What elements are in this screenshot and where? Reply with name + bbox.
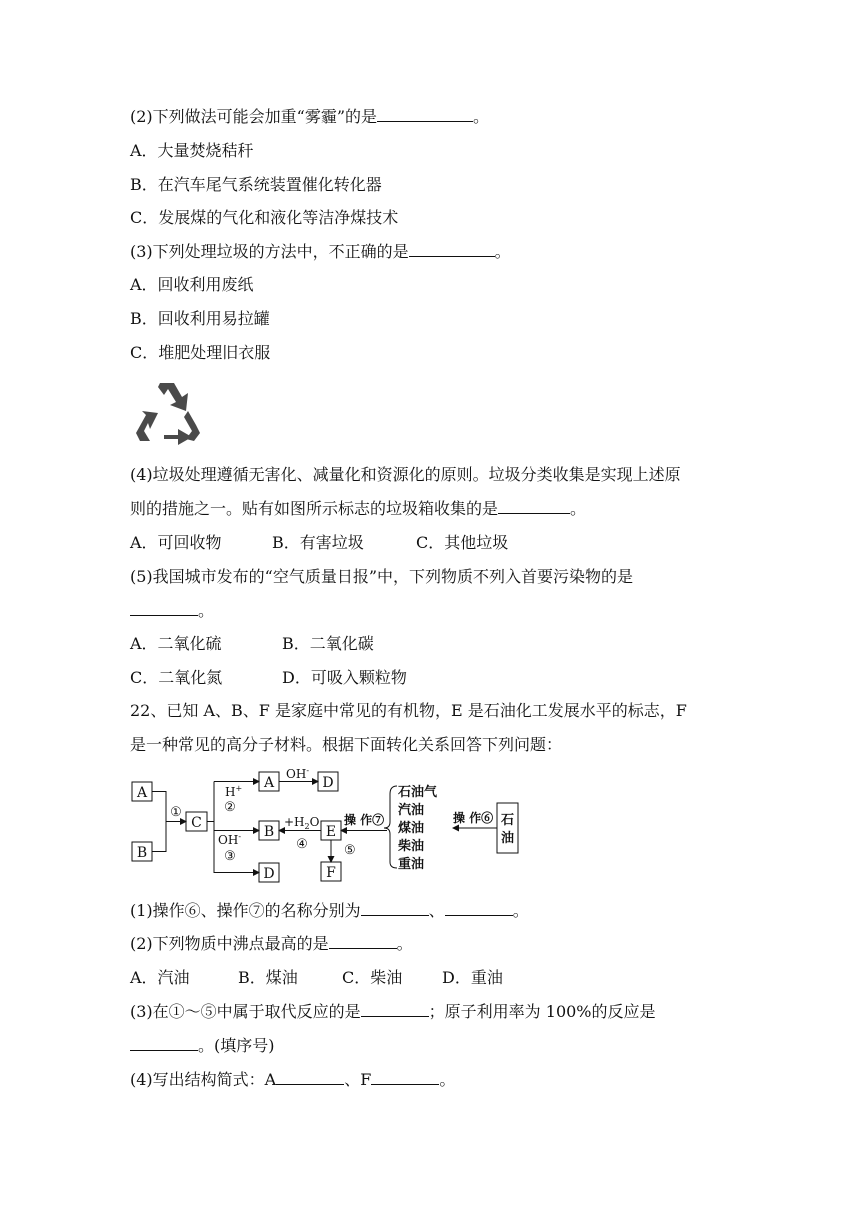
label-f: F	[326, 865, 336, 881]
q21-4-stem-line1: (4)垃圾处理遵循无害化、减量化和资源化的原则。垃圾分类收集是实现上述原	[130, 465, 681, 484]
q21-5-option-a: A．二氧化硫	[130, 634, 222, 653]
product-4: 重油	[398, 857, 425, 872]
product-2: 煤油	[398, 821, 425, 836]
label-d-bottom: D	[263, 866, 275, 882]
q21-5-options-row1	[130, 633, 374, 655]
q22-2-stem: (2)下列物质中沸点最高的是 。	[130, 934, 413, 953]
answer-blank[interactable]	[371, 1069, 439, 1085]
reagent-h2o: $+H_2O$	[284, 815, 320, 831]
q21-3-stem: (3)下列处理垃圾的方法中，不正确的是 。	[130, 242, 511, 261]
step-3: ③	[224, 849, 236, 864]
product-3: 柴油	[398, 839, 425, 854]
q22-2-option-d: D．重油	[442, 968, 503, 987]
q21-5-option-d: D．可吸入颗粒物	[282, 668, 407, 687]
q21-2-option-a: A．大量焚烧秸秆	[130, 141, 254, 160]
q22-2-option-b: B．煤油	[238, 968, 298, 987]
q21-4-options	[130, 532, 508, 554]
oil-char-2: 油	[500, 831, 515, 846]
oil-char-1: 石	[500, 813, 515, 828]
q21-4-option-b: B．有害垃圾	[272, 533, 364, 552]
step-5: ⑤	[344, 843, 356, 858]
label-b-left: B	[136, 845, 148, 861]
label-d-top: D	[322, 775, 334, 791]
q21-2-option-b: B．在汽车尾气系统装置催化转化器	[130, 175, 382, 194]
answer-blank[interactable]	[361, 1001, 429, 1017]
q21-2-stem: (2)下列做法可能会加重“雾霾”的是 。	[130, 107, 490, 126]
q21-3-option-b: B．回收利用易拉罐	[130, 309, 270, 328]
q22-intro-line1: 22、已知 A、B、F 是家庭中常见的有机物，E 是石油化工发展水平的标志，F	[130, 701, 687, 720]
label-b-right: B	[263, 824, 275, 840]
q21-4-stem-line2: 则的措施之一。贴有如图所示标志的垃圾箱收集的是 。	[130, 499, 587, 518]
q22-intro-line2: 是一种常见的高分子材料。根据下面转化关系回答下列问题：	[130, 735, 563, 754]
q21-4-option-c: C．其他垃圾	[416, 533, 509, 552]
answer-blank[interactable]	[130, 1035, 198, 1051]
q22-4-stem: (4)写出结构简式：A 、F 。	[130, 1070, 456, 1089]
q21-4-option-a: A．可回收物	[130, 533, 222, 552]
answer-blank[interactable]	[377, 106, 473, 122]
q21-2-option-c: C．发展煤的气化和液化等洁净煤技术	[130, 208, 399, 227]
answer-blank[interactable]	[329, 933, 397, 949]
q22-2-option-c: C．柴油	[342, 968, 403, 987]
answer-blank[interactable]	[130, 600, 198, 616]
reagent-oh-minus-top: OH-	[286, 766, 310, 781]
q21-5-blank-line: 。	[130, 600, 214, 622]
operation-6: 操 作⑥	[453, 811, 494, 825]
q21-5-option-c: C．二氧化氮	[130, 668, 223, 687]
label-e: E	[325, 824, 337, 840]
answer-blank[interactable]	[361, 900, 429, 916]
operation-7: 操 作⑦	[344, 813, 385, 827]
q21-5-options-row2	[130, 667, 407, 689]
answer-blank[interactable]	[498, 498, 570, 514]
q21-3-option-c: C．堆肥处理旧衣服	[130, 343, 271, 362]
q22-3-stem: (3)在①～⑤中属于取代反应的是 ；原子利用率为 100%的反应是	[130, 1002, 656, 1021]
label-a-left: A	[136, 785, 148, 801]
step-2: ②	[224, 800, 236, 815]
q21-3-option-a: A．回收利用废纸	[130, 275, 254, 294]
answer-blank[interactable]	[276, 1069, 344, 1085]
answer-blank[interactable]	[409, 241, 495, 257]
answer-blank[interactable]	[445, 900, 513, 916]
q22-3-blank-line: 。(填序号)	[130, 1035, 275, 1057]
q21-5-option-b: B．二氧化碳	[282, 634, 374, 653]
product-0: 石油气	[398, 785, 438, 800]
label-a-right: A	[263, 775, 275, 791]
recycle-triangle-icon	[130, 375, 210, 447]
step-1: ①	[170, 805, 182, 820]
q22-1-stem: (1)操作⑥、操作⑦的名称分别为 、 。	[130, 901, 529, 920]
product-1: 汽油	[398, 803, 425, 818]
reagent-h-plus: H+	[225, 784, 243, 799]
q22-2-options	[130, 967, 503, 989]
q22-2-option-a: A．汽油	[130, 968, 190, 987]
label-c: C	[191, 815, 202, 831]
q21-5-stem: (5)我国城市发布的“空气质量日报”中，下列物质不列入首要污染物的是	[130, 567, 634, 586]
conversion-diagram	[128, 762, 528, 888]
reagent-oh-minus-3: OH-	[218, 832, 242, 847]
step-4: ④	[296, 837, 308, 852]
